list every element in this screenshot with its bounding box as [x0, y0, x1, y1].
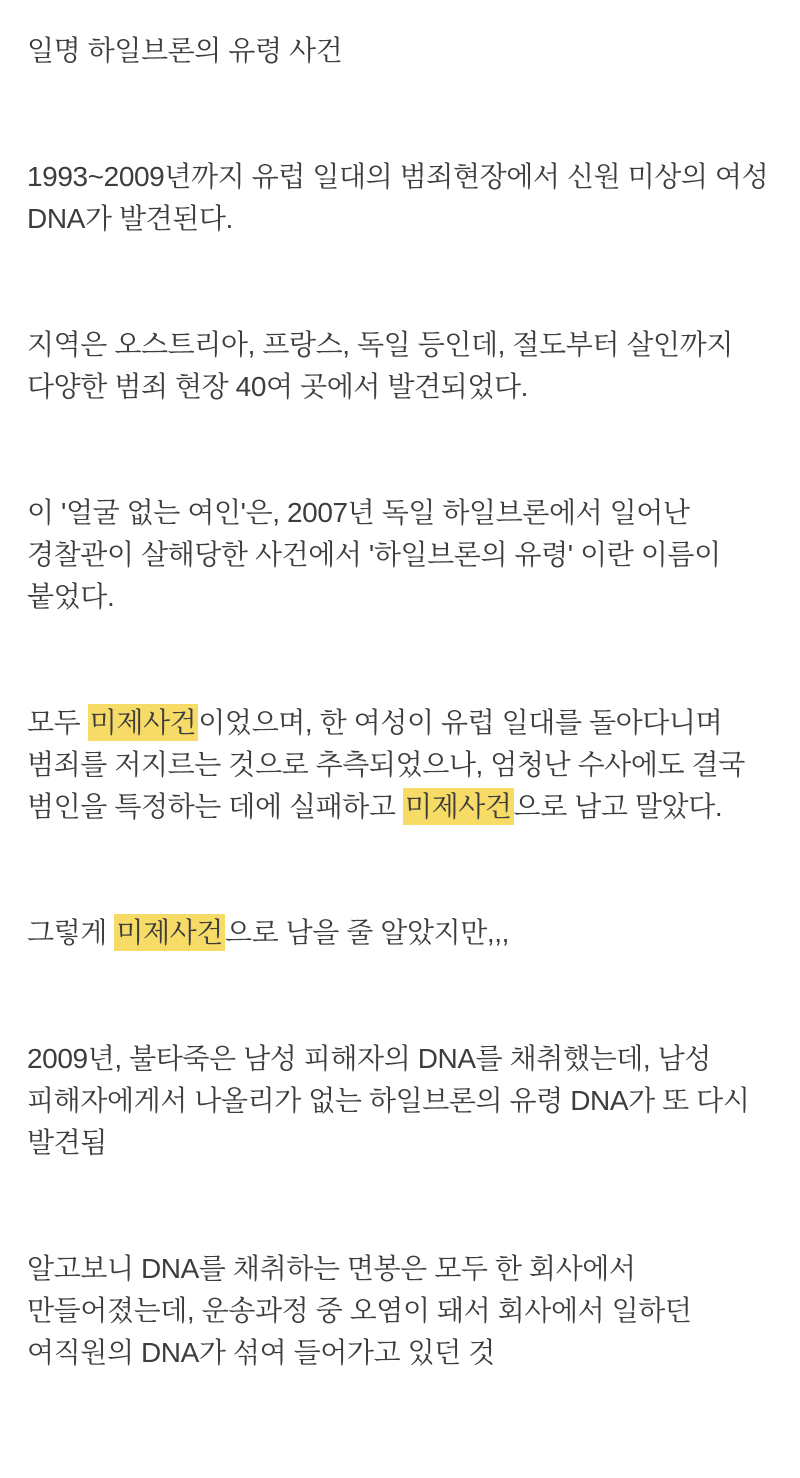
paragraph [27, 324, 773, 408]
post-title [27, 30, 773, 72]
paragraph [27, 912, 773, 954]
text-segment: 그렇게 [27, 917, 115, 948]
paragraph [27, 156, 773, 240]
text-segment: 지역은 오스트리아, 프랑스, 독일 등인데, 절도부터 살인까지 다양한 범죄 현장 40여 곳에서 발견되었다. [27, 329, 733, 402]
text-segment: 1993~2009년까지 유럽 일대의 범죄현장에서 신원 미상의 여성 DNA가 발견된다. [27, 161, 769, 234]
highlighted-text: 미제사건 [403, 788, 514, 825]
paragraph [27, 702, 773, 828]
paragraph [27, 1038, 773, 1164]
text-segment: 으로 남고 말았다. [513, 791, 723, 822]
text-segment: 일명 하일브론의 유령 사건 [27, 35, 343, 66]
paragraph [27, 1248, 773, 1374]
text-segment: 알고보니 DNA를 채취하는 면봉은 모두 한 회사에서 만들어졌는데, 운송과정 중 오염이 돼서 회사에서 일하던 여직원의 DNA가 섞여 들어가고 있던 것 [27, 1253, 692, 1368]
text-segment: 모두 [27, 707, 88, 738]
highlighted-text: 미제사건 [88, 704, 199, 741]
paragraph [27, 492, 773, 618]
highlighted-text: 미제사건 [114, 914, 225, 951]
text-segment: 이었으며, 한 여성이 유럽 일대를 돌아다니며 범죄를 저지르는 것으로 추측되었으나, 엄청난 수사에도 결국 범인을 특정하는 데에 실패하고 [27, 707, 745, 822]
text-segment: 2009년, 불타죽은 남성 피해자의 DNA를 채취했는데, 남성 피해자에게서 나올리가 없는 하일브론의 유령 DNA가 또 다시 발견됨 [27, 1043, 750, 1158]
text-segment: 으로 남을 줄 알았지만,,, [224, 917, 510, 948]
paragraph-list [27, 30, 773, 1374]
text-segment: 이 '얼굴 없는 여인'은, 2007년 독일 하일브론에서 일어난 경찰관이 살해당한 사건에서 '하일브론의 유령' 이란 이름이 붙었다. [27, 497, 721, 612]
